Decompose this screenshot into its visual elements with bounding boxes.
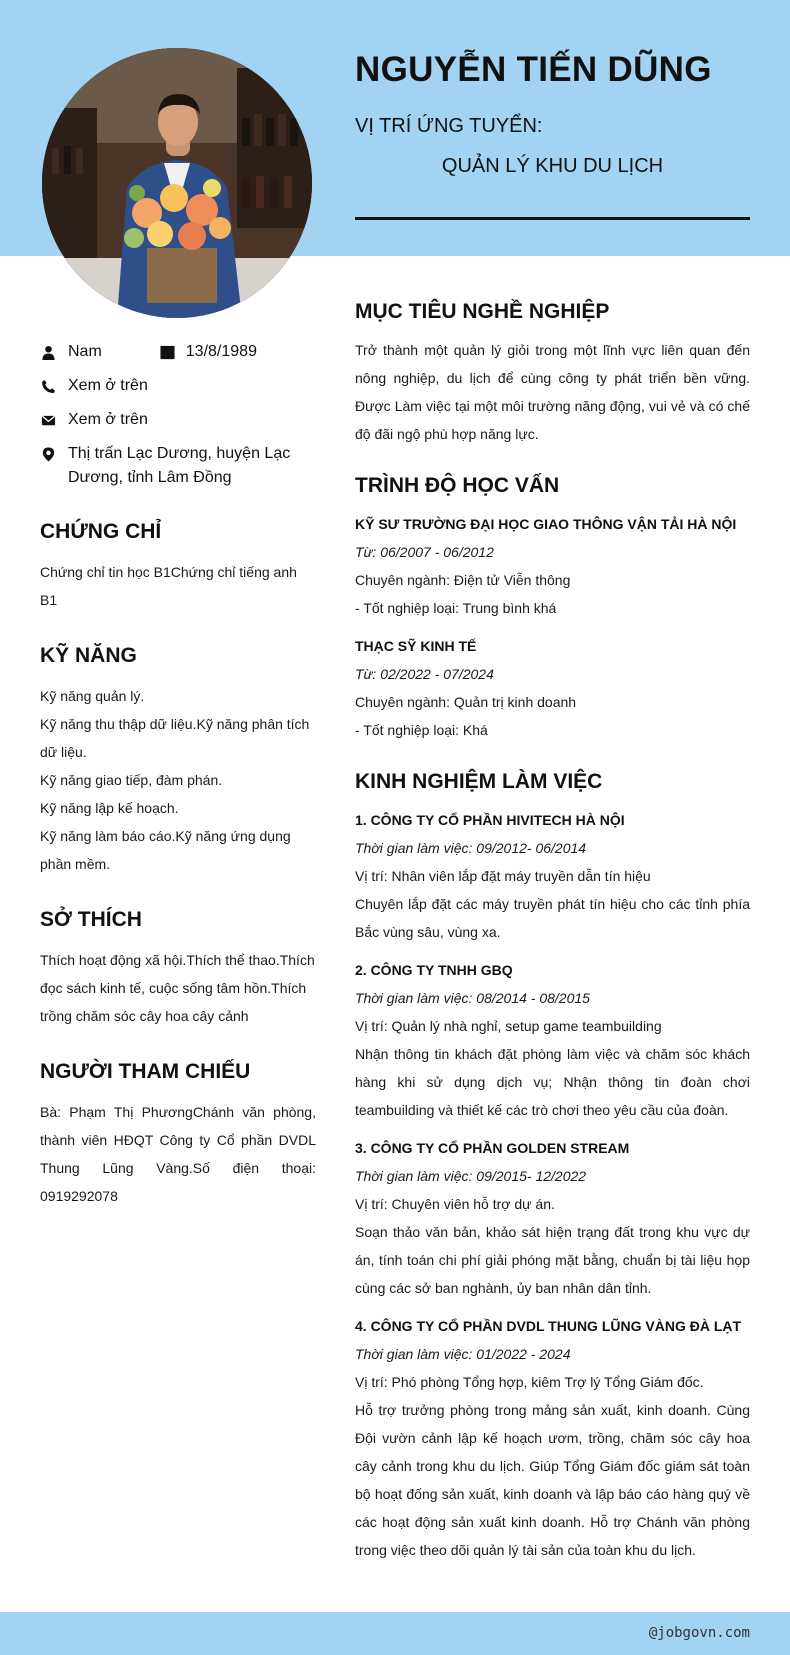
certificates-title: CHỨNG CHỈ: [40, 520, 162, 543]
education-time: Từ: 02/2022 - 07/2024: [355, 666, 494, 682]
education-grade: - Tốt nghiệp loại: Trung bình khá: [355, 600, 557, 616]
skill-item: Kỹ năng lập kế hoạch.: [40, 800, 179, 816]
hobbies-title: SỞ THÍCH: [40, 908, 142, 931]
objective-title: MỤC TIÊU NGHỀ NGHIỆP: [355, 300, 610, 323]
experience-company: 3. CÔNG TY CỔ PHẦN GOLDEN STREAM: [355, 1140, 630, 1156]
experience-entry: [355, 956, 750, 1124]
skills-title: KỸ NĂNG: [40, 644, 137, 667]
skill-item: Kỹ năng thu thập dữ liệu.Kỹ năng phân tích dữ liệu.: [40, 716, 310, 760]
experience-entry: [355, 1134, 750, 1302]
experience-desc: Nhận thông tin khách đặt phòng làm việc và chăm sóc khách hàng khi sử dụng dịch vụ; Nhận thông tin đoàn chơi teambuilding và thiết kế các trò chơi theo yêu cầu của đoàn.: [355, 1046, 750, 1118]
education-grade: - Tốt nghiệp loại: Khá: [355, 722, 488, 738]
certificates-text: Chứng chỉ tin học B1Chứng chỉ tiếng anh B1: [40, 564, 297, 608]
experience-role: Vị trí: Nhân viên lắp đặt máy truyền dẫn tín hiệu: [355, 868, 651, 884]
experience-time: Thời gian làm việc: 08/2014 - 08/2015: [355, 990, 590, 1006]
left-column: [40, 340, 316, 1210]
education-major: Chuyên ngành: Quản trị kinh doanh: [355, 694, 577, 710]
education-title: TRÌNH ĐỘ HỌC VẤN: [355, 474, 560, 497]
education-major: Chuyên ngành: Điện tử Viễn thông: [355, 572, 571, 588]
user-icon: [40, 340, 56, 364]
hobbies-text: Thích hoạt động xã hội.Thích thể thao.Thích đọc sách kinh tế, cuộc sống tâm hồn.Thích trồng chăm sóc cây hoa cây cảnh: [40, 952, 315, 1024]
calendar-icon: [160, 340, 176, 364]
experience-entry: [355, 1312, 750, 1564]
dob-group: [160, 340, 257, 364]
experience-desc: Soạn thảo văn bản, khảo sát hiện trạng đất trong khu vực dự án, tính toán chi phí giải phóng mặt bằng, chuẩn bị tài liệu họp cùng các sở ban nghành, ủy ban nhân dân tỉnh.: [355, 1224, 750, 1296]
education-entry: [355, 632, 750, 744]
experience-company: 1. CÔNG TY CỔ PHẦN HIVITECH HÀ NỘI: [355, 812, 625, 828]
gender-value: Nam: [68, 343, 102, 360]
experience-desc: Chuyên lắp đặt các máy truyền phát tín hiệu cho các tỉnh phía Bắc vùng sâu, vùng xa.: [355, 896, 750, 940]
skills-list: [40, 682, 316, 878]
candidate-name: NGUYỄN TIẾN DŨNG: [355, 50, 712, 89]
experience-entry: [355, 806, 750, 946]
phone-value: Xem ở trên: [68, 377, 148, 394]
header-divider: [355, 217, 750, 220]
phone-row: [40, 374, 316, 398]
email-value: Xem ở trên: [68, 411, 148, 428]
skill-item: Kỹ năng quản lý.: [40, 688, 145, 704]
skill-item: Kỹ năng làm báo cáo.Kỹ năng ứng dụng phần mềm.: [40, 828, 291, 872]
address-value: Thị trấn Lạc Dương, huyện Lạc Dương, tỉnh Lâm Đồng: [68, 445, 291, 486]
address-row: [40, 442, 316, 490]
objective-text: Trở thành một quản lý giỏi trong một lĩnh vực liên quan đến nông nghiệp, du lịch để cùng công ty phát triển bền vững. Được Làm việc tại một môi trường năng động, vui vẻ và có chế độ đãi ngộ phù hợp năng lực.: [355, 342, 750, 442]
experience-time: Thời gian làm việc: 01/2022 - 2024: [355, 1346, 571, 1362]
gender-dob-row: [40, 340, 316, 364]
experience-desc: Hỗ trợ trưởng phòng trong mảng sản xuất, kinh doanh. Cùng Đội vườn cảnh lập kế hoạch ươm, trồng, chăm sóc cây hoa cây cảnh trong khu du lịch. Giúp Tổng Giám đốc giám sát toàn bộ hoạt đống sản xuất, kinh doanh và lập báo cáo hàng quý về các hoạt động sản xuất kinh doanh. Hỗ trợ Chánh văn phòng trong việc theo dõi quản lý tài sản của toàn khu du lịch.: [355, 1402, 750, 1558]
profile-photo: [42, 48, 312, 318]
skill-item: Kỹ năng giao tiếp, đàm phán.: [40, 772, 223, 788]
position-label: VỊ TRÍ ỨNG TUYỂN:: [355, 115, 543, 137]
dob-value: 13/8/1989: [185, 343, 257, 360]
education-school: THẠC SỸ KINH TẾ: [355, 638, 477, 654]
email-row: [40, 408, 316, 432]
references-title: NGƯỜI THAM CHIẾU: [40, 1060, 251, 1083]
position-value: QUẢN LÝ KHU DU LỊCH: [441, 155, 664, 177]
education-entry: [355, 510, 750, 622]
experience-time: Thời gian làm việc: 09/2012- 06/2014: [355, 840, 587, 856]
experience-time: Thời gian làm việc: 09/2015- 12/2022: [355, 1168, 587, 1184]
location-pin-icon: [40, 442, 56, 466]
experience-role: Vị trí: Chuyên viên hỗ trợ dự án.: [355, 1196, 555, 1212]
experience-company: 2. CÔNG TY TNHH GBQ: [355, 962, 513, 978]
mail-icon: [40, 408, 56, 432]
references-text: Bà: Phạm Thị PhươngChánh văn phòng, thành viên HĐQT Công ty Cổ phần DVDL Thung Lũng Vàng.Số điện thoại: 0919292078: [40, 1104, 316, 1204]
experience-title: KINH NGHIỆM LÀM VIỆC: [355, 770, 603, 793]
experience-company: 4. CÔNG TY CỔ PHẦN DVDL THUNG LŨNG VÀNG ĐÀ LẠT: [355, 1318, 742, 1334]
footer-watermark: @jobgovn.com: [648, 1625, 750, 1641]
right-column: [355, 300, 750, 1574]
education-school: KỸ SƯ TRƯỜNG ĐẠI HỌC GIAO THÔNG VẬN TẢI HÀ NỘI: [355, 516, 737, 532]
education-time: Từ: 06/2007 - 06/2012: [355, 544, 494, 560]
phone-icon: [40, 374, 56, 398]
experience-role: Vị trí: Phó phòng Tổng hợp, kiêm Trợ lý Tổng Giám đốc.: [355, 1374, 704, 1390]
experience-role: Vị trí: Quản lý nhà nghỉ, setup game teambuilding: [355, 1018, 662, 1034]
